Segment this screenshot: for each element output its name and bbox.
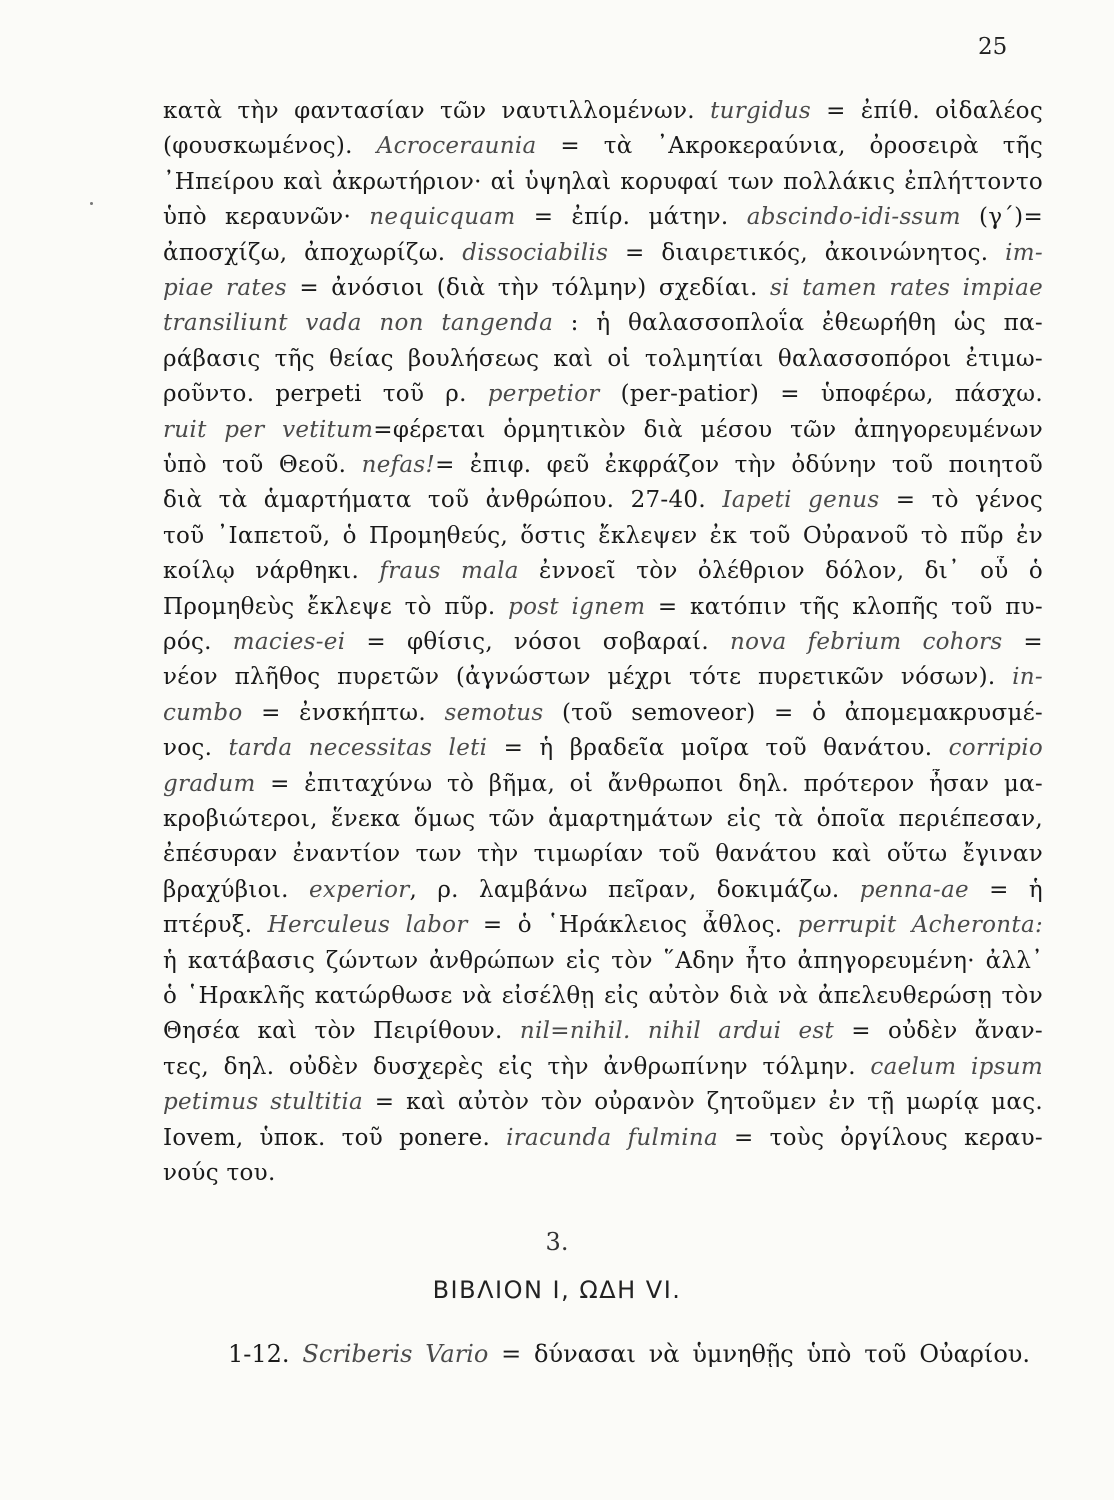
- latin-lemma: ruit per vetitum: [163, 416, 374, 443]
- text-segment: κροβιώτεροι, ἕνεκα ὅμως τῶν ἁμαρτημάτων εἰς τὰ ὁποῖα περιέπεσαν,: [163, 806, 1043, 832]
- text-segment: ροῦντο. perpeti τοῦ ρ.: [163, 381, 488, 408]
- text-segment: 1-12.: [228, 1340, 303, 1368]
- text-segment: = δύνασαι νὰ ὑμνηθῇς ὑπὸ τοῦ Οὐαρίου.: [488, 1340, 1030, 1368]
- latin-lemma: abscindo-idi-ssum: [746, 204, 961, 231]
- latin-lemma: im-: [1005, 239, 1043, 266]
- text-segment: = τὸ γένος: [879, 487, 1043, 514]
- commentary-line: [163, 131, 1043, 161]
- text-segment: τοῦ ᾿Ιαπετοῦ, ὁ Προμηθεύς, ὅστις ἔκλεψεν ἐκ τοῦ Οὐρανοῦ τὸ πῦρ ἐν: [163, 522, 1043, 549]
- latin-lemma: experior: [309, 876, 410, 903]
- commentary-line: [163, 910, 1043, 940]
- commentary-line: [163, 662, 1043, 692]
- commentary-line: [163, 698, 1043, 728]
- text-segment: Iovem, ὑποκ. τοῦ ponere.: [163, 1124, 507, 1151]
- text-segment: κοίλῳ νάρθηκι.: [163, 558, 380, 585]
- latin-lemma: semotus: [444, 699, 544, 726]
- latin-lemma: turgidus: [710, 98, 811, 124]
- commentary-line: [163, 592, 1043, 622]
- text-segment: νος.: [163, 735, 229, 762]
- text-segment: ὁ ῾Ηρακλῆς κατώρθωσε νὰ εἰσέλθῃ εἰς αὐτὸν διὰ νὰ ἀπελευθερώσῃ τὸν: [163, 983, 1043, 1009]
- text-segment: βραχύβιοι.: [163, 876, 309, 903]
- latin-lemma: Scriberis Vario: [302, 1340, 489, 1368]
- commentary-line: [163, 1087, 1043, 1117]
- text-segment: (τοῦ semoveor) = ὁ ἀπομεμακρυσμέ-: [543, 699, 1043, 726]
- commentary-line: [163, 981, 1043, 1011]
- text-segment: = καὶ αὐτὸν τὸν οὐρανὸν ζητοῦμεν ἐν τῇ μωρίᾳ μας.: [363, 1089, 1043, 1116]
- commentary-line: [163, 273, 1043, 303]
- latin-lemma: in-: [1012, 664, 1043, 691]
- text-segment: διὰ τὰ ἁμαρτήματα τοῦ ἀνθρώπου. 27-40.: [163, 487, 723, 514]
- latin-lemma: dissociabilis: [462, 239, 609, 266]
- text-segment: = οὐδὲν ἄναν-: [834, 1018, 1043, 1045]
- text-segment: ρός.: [163, 629, 233, 655]
- commentary-line: [163, 238, 1043, 268]
- latin-lemma: nil=nihil. nihil ardui est: [519, 1018, 835, 1045]
- text-segment: ἐννοεῖ τὸν ὀλέθριον δόλον, δι᾿ οὗ ὁ: [518, 558, 1043, 585]
- latin-lemma: caelum ipsum: [870, 1053, 1043, 1080]
- latin-lemma: piae rates: [163, 275, 287, 301]
- commentary-line: [163, 839, 1043, 869]
- text-segment: ἀποσχίζω, ἀποχωρίζω.: [163, 239, 463, 266]
- commentary-line: [163, 769, 1043, 799]
- commentary-line: [163, 379, 1043, 409]
- text-segment: Προμηθεὺς ἔκλεψε τὸ πῦρ.: [163, 593, 509, 620]
- latin-lemma: petimus stultitia: [163, 1089, 364, 1116]
- latin-lemma: Acroceraunia: [376, 133, 537, 160]
- text-segment: ὑπὸ τοῦ Θεοῦ.: [163, 452, 362, 478]
- text-segment: = κατόπιν τῆς κλοπῆς τοῦ πυ-: [645, 593, 1043, 620]
- latin-lemma: gradum: [163, 770, 256, 797]
- commentary-line: [163, 946, 1043, 976]
- text-segment: = ἐπιφ. φεῦ ἐκφράζον τὴν ὀδύνην τοῦ ποιητοῦ: [435, 452, 1043, 478]
- commentary-line: [163, 485, 1043, 515]
- latin-lemma: fraus mala: [379, 558, 519, 585]
- commentary-line: [163, 1016, 1043, 1046]
- commentary-line: [163, 344, 1043, 374]
- commentary-line: [163, 521, 1043, 551]
- page-number: 25: [978, 34, 1008, 60]
- text-segment: = ὁ ῾Ηράκλειος ἆθλος.: [467, 912, 798, 939]
- latin-lemma: nequicquam: [369, 204, 516, 231]
- commentary-line: [163, 1158, 1043, 1188]
- commentary-line: [163, 1123, 1043, 1153]
- text-segment: = τὰ ᾿Ακροκεραύνια, ὀροσειρὰ τῆς: [536, 133, 1043, 160]
- latin-lemma: si tamen rates impiae: [770, 275, 1043, 301]
- text-segment: ᾿Ηπείρου καὶ ἀκρωτήριον· αἱ ὑψηλαὶ κορυφαί των πολλάκις ἐπλήττοντο: [163, 168, 1043, 195]
- commentary-line: [163, 450, 1043, 480]
- commentary-line: [163, 167, 1043, 197]
- latin-lemma: Iapeti genus: [722, 487, 880, 514]
- text-segment: = ἐπίθ. οἰδαλέος: [810, 98, 1043, 124]
- text-segment: = ἡ βραδεῖα μοῖρα τοῦ θανάτου.: [487, 735, 949, 762]
- commentary-line: [163, 308, 1043, 338]
- section-number: 3.: [545, 1228, 569, 1256]
- section-title: ΒΙΒΛΙΟΝ Ι, ΩΔΗ VI.: [432, 1276, 682, 1304]
- commentary-line-final: [228, 1339, 1030, 1369]
- latin-lemma: tarda necessitas leti: [228, 735, 488, 762]
- latin-lemma: nova febrium cohors: [729, 629, 1003, 655]
- commentary-line: [163, 96, 1043, 126]
- latin-lemma: macies-ei: [232, 629, 346, 655]
- latin-lemma: perrupit Acheronta:: [797, 912, 1043, 939]
- latin-lemma: post ignem: [508, 593, 646, 620]
- commentary-line: [163, 875, 1043, 905]
- margin-mark: [90, 202, 93, 205]
- commentary-line: [163, 415, 1043, 445]
- latin-lemma: cumbo: [163, 699, 243, 726]
- text-segment: ἐπέσυραν ἐναντίον των τὴν τιμωρίαν τοῦ θανάτου καὶ οὕτω ἔγιναν: [163, 841, 1043, 868]
- text-segment: = φθίσις, νόσοι σοβαραί.: [345, 629, 730, 655]
- text-segment: = τοὺς ὀργίλους κεραυ-: [718, 1124, 1043, 1151]
- latin-lemma: transiliunt vada non tangenda: [163, 310, 554, 337]
- commentary-line: [163, 733, 1043, 763]
- text-segment: πτέρυξ.: [163, 912, 268, 939]
- latin-lemma: nefas!: [361, 452, 436, 478]
- text-segment: = ἡ: [968, 876, 1043, 903]
- text-segment: ράβασις τῆς θείας βουλήσεως καὶ οἱ τολμητίαι θαλασσοπόροι ἐτιμω-: [163, 345, 1043, 372]
- text-segment: (φουσκωμένος).: [163, 133, 377, 160]
- commentary-line: [163, 627, 1043, 657]
- latin-lemma: perpetior: [487, 381, 600, 408]
- commentary-line: [163, 556, 1043, 586]
- latin-lemma: penna-ae: [859, 876, 969, 903]
- text-segment: =φέρεται ὁρμητικὸν διὰ μέσου τῶν ἀπηγορευμένων: [373, 416, 1043, 443]
- text-segment: = διαιρετικός, ἀκοινώνητος.: [608, 239, 1006, 266]
- text-segment: τες, δηλ. οὐδὲν δυσχερὲς εἰς τὴν ἀνθρωπίνην τόλμην.: [163, 1053, 871, 1080]
- text-segment: , ρ. λαμβάνω πεῖραν, δοκιμάζω.: [409, 876, 860, 903]
- text-segment: = ἐπιταχύνω τὸ βῆμα, οἱ ἄνθρωποι δηλ. πρότερον ἦσαν μα-: [255, 770, 1043, 797]
- latin-lemma: Herculeus labor: [267, 912, 468, 939]
- text-segment: (γ΄)=: [960, 204, 1043, 231]
- text-segment: κατὰ τὴν φαντασίαν τῶν ναυτιλλομένων.: [163, 98, 711, 124]
- text-segment: = ἐνσκήπτω.: [242, 699, 445, 726]
- text-segment: ὑπὸ κεραυνῶν·: [163, 204, 370, 231]
- text-segment: =: [1002, 629, 1043, 655]
- text-segment: = ἀνόσιοι (διὰ τὴν τόλμην) σχεδίαι.: [286, 275, 771, 301]
- text-segment: (per-patior) = ὑποφέρω, πάσχω.: [599, 381, 1043, 408]
- text-segment: = ἐπίρ. μάτην.: [515, 204, 747, 231]
- commentary-line: [163, 1052, 1043, 1082]
- text-segment: ἡ κατάβασις ζώντων ἀνθρώπων εἰς τὸν ῞Αδην ἦτο ἀπηγορευμένη· ἀλλ᾿: [163, 947, 1043, 974]
- commentary-line: [163, 202, 1043, 232]
- latin-lemma: corripio: [948, 735, 1043, 762]
- text-segment: νούς του.: [163, 1160, 276, 1186]
- latin-lemma: iracunda fulmina: [506, 1124, 719, 1151]
- text-segment: : ἡ θαλασσοπλοΐα ἐθεωρήθη ὡς πα-: [553, 310, 1043, 337]
- commentary-line: [163, 804, 1043, 834]
- text-segment: νέον πλῆθος πυρετῶν (ἀγνώστων μέχρι τότε πυρετικῶν νόσων).: [163, 664, 1013, 691]
- text-segment: Θησέα καὶ τὸν Πειρίθουν.: [163, 1018, 520, 1045]
